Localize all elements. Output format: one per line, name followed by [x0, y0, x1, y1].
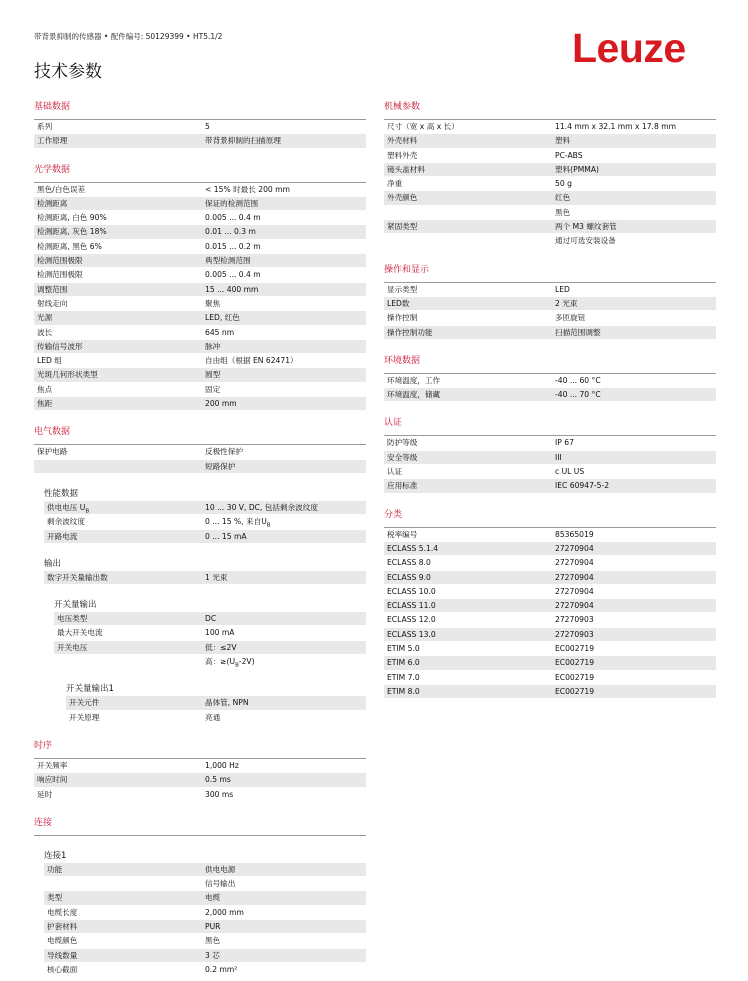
table-row	[34, 254, 366, 268]
table-row	[384, 642, 716, 656]
table-row	[384, 671, 716, 685]
row-label: 传输信号波形	[37, 341, 83, 351]
section-timing	[34, 737, 366, 814]
row-value: EC002719	[555, 672, 595, 682]
row-label: 显示类型	[387, 284, 418, 294]
row-label: 安全等级	[387, 452, 418, 462]
table-row	[34, 445, 366, 459]
row-label	[34, 460, 202, 473]
row-label: 光斑几何形状类型	[37, 370, 98, 380]
row-value: 塑料	[555, 136, 571, 146]
page-title: 技术参数	[34, 62, 102, 82]
row-value: 0.5 ms	[205, 775, 231, 785]
subsection-title: 连接1	[44, 850, 67, 861]
row-value: 保证的检测范围	[205, 198, 259, 208]
row-value: 50 g	[555, 179, 572, 189]
table-row	[384, 206, 716, 220]
row-label: 护套材料	[47, 921, 78, 931]
table-row	[44, 877, 366, 891]
table-row	[54, 626, 366, 640]
table-row	[384, 191, 716, 205]
row-value: 两个 M3 螺纹套管	[555, 222, 617, 232]
row-label: LED数	[387, 298, 410, 308]
row-value: 100 mA	[205, 628, 235, 638]
table-row	[34, 268, 366, 282]
table-row	[44, 530, 366, 544]
table-row	[34, 120, 366, 134]
row-label: 延时	[37, 789, 53, 799]
table-row	[34, 397, 366, 411]
row-value: LED	[555, 284, 570, 294]
row-value: 300 ms	[205, 789, 234, 799]
row-value: 27270903	[555, 629, 594, 639]
row-label: ECLASS 8.0	[387, 558, 431, 568]
row-value: 通过可选安装设备	[555, 236, 616, 246]
row-value: IEC 60947-5-2	[555, 481, 610, 491]
table-row	[34, 225, 366, 239]
table-row	[384, 374, 716, 388]
table-row	[66, 696, 366, 710]
row-value: 聚焦	[205, 298, 221, 308]
row-label: LED 组	[37, 356, 62, 366]
row-label: ECLASS 11.0	[387, 601, 436, 611]
table-row	[44, 934, 366, 948]
row-label: 功能	[47, 864, 63, 874]
row-value: 圆型	[205, 370, 221, 380]
row-value: 晶体管, NPN	[205, 698, 249, 708]
row-label: 净重	[387, 179, 403, 189]
row-label: 焦点	[37, 384, 53, 394]
row-value: 自由组（根据 EN 62471）	[205, 356, 298, 366]
table-row	[34, 283, 366, 297]
row-value: 0 ... 15 mA	[205, 531, 247, 541]
left-column	[34, 98, 366, 977]
section-title: 操作和显示	[384, 261, 716, 283]
section-operation	[384, 261, 716, 352]
table-row	[384, 436, 716, 450]
row-label: 应用标准	[387, 481, 418, 491]
row-value: 27270904	[555, 543, 594, 553]
table-row	[44, 920, 366, 934]
table-row	[34, 240, 366, 254]
row-label: 响应时间	[37, 775, 68, 785]
table-row	[384, 149, 716, 163]
row-label: 认证	[387, 467, 403, 477]
row-value: 多匝旋钮	[555, 313, 586, 323]
section-title: 连接	[34, 814, 366, 836]
row-label: 核心截面	[47, 964, 78, 974]
row-label	[384, 206, 552, 219]
section-title: 认证	[384, 414, 716, 436]
row-value: 27270904	[555, 572, 594, 582]
table-row	[34, 297, 366, 311]
subsection-title: 输出	[44, 558, 62, 569]
row-value: 0.005 ... 0.4 m	[205, 213, 261, 223]
row-value: 2 光束	[555, 298, 578, 308]
row-value: 供电电源	[205, 864, 236, 874]
row-label: 检测范围极限	[37, 270, 83, 280]
table-row	[34, 788, 366, 802]
row-value: c UL US	[555, 467, 585, 477]
row-label: 塑料外壳	[387, 150, 418, 160]
table-row	[44, 515, 366, 529]
row-label: 操作控制功能	[387, 327, 433, 337]
row-label: 光源	[37, 313, 53, 323]
table-row	[384, 656, 716, 670]
row-label: 镜头盖材料	[387, 164, 425, 174]
row-label	[54, 655, 202, 668]
row-value: 27270904	[555, 558, 594, 568]
row-value: -40 ... 70 °C	[555, 390, 601, 400]
row-label: 操作控制	[387, 313, 418, 323]
table-row	[384, 613, 716, 627]
row-value: 0.005 ... 0.4 m	[205, 270, 261, 280]
row-value: 2,000 mm	[205, 907, 244, 917]
table-row	[44, 891, 366, 905]
row-value: IP 67	[555, 438, 574, 448]
row-value: EC002719	[555, 686, 595, 696]
section-title: 环境数据	[384, 352, 716, 374]
row-label: 开关元件	[69, 698, 100, 708]
row-value: 27270903	[555, 615, 594, 625]
row-value: 电缆	[205, 893, 221, 903]
section-mechanical	[384, 98, 716, 261]
table-row	[54, 655, 366, 669]
row-value: III	[555, 452, 562, 462]
section-classification	[384, 506, 716, 700]
row-label: ETIM 7.0	[387, 672, 420, 682]
table-row	[384, 542, 716, 556]
row-value: 0 ... 15 %, 来自$U_B$	[205, 517, 271, 529]
table-row	[384, 388, 716, 402]
table-row	[34, 773, 366, 787]
breadcrumb: 带背景抑制的传感器 • 配件编号: 50129399 • HT5.1/2	[34, 32, 223, 41]
row-value: PC-ABS	[555, 150, 583, 160]
row-label: ETIM 6.0	[387, 658, 420, 668]
table-row	[34, 354, 366, 368]
table-row	[34, 211, 366, 225]
row-label: 尺寸（宽 x 高 x 长）	[387, 122, 459, 131]
section-title: 基础数据	[34, 98, 366, 120]
row-label: ETIM 5.0	[387, 644, 420, 654]
table-row	[384, 528, 716, 542]
row-label: 电缆颜色	[47, 936, 78, 946]
row-label: ECLASS 9.0	[387, 572, 431, 582]
section-title: 光学数据	[34, 161, 366, 183]
table-row	[34, 340, 366, 354]
row-value: 0.015 ... 0.2 m	[205, 241, 261, 251]
table-row	[54, 641, 366, 655]
table-row	[44, 906, 366, 920]
row-value: 黑色	[205, 936, 221, 946]
row-label: 开关电压	[57, 642, 88, 652]
table-row	[34, 460, 366, 474]
subsection-title: 开关量输出1	[66, 684, 114, 695]
row-value: 10 ... 30 V, DC, 包括剩余波纹度	[205, 502, 318, 512]
section-basic	[34, 98, 366, 161]
table-row	[384, 451, 716, 465]
subsection-title: 开关量输出	[54, 600, 97, 611]
table-row	[384, 326, 716, 340]
section-optical	[34, 161, 366, 424]
row-label: 电压类型	[57, 614, 88, 624]
table-row	[384, 311, 716, 325]
table-row	[384, 599, 716, 613]
row-value: 200 mm	[205, 399, 237, 409]
row-value: 黑色	[555, 207, 571, 217]
row-value: 5	[205, 122, 210, 131]
row-value: 短路保护	[205, 461, 236, 471]
row-label: 环境温度，储藏	[387, 390, 441, 400]
table-row	[384, 283, 716, 297]
row-value: 85365019	[555, 529, 594, 539]
table-row	[384, 220, 716, 234]
row-value: 红色	[555, 193, 571, 203]
row-value: 11.4 mm x 32.1 mm x 17.8 mm	[555, 122, 676, 131]
table-row	[44, 501, 366, 515]
table-row	[384, 465, 716, 479]
row-label: 防护等级	[387, 438, 418, 448]
section-environment	[384, 352, 716, 415]
row-label: 剩余波纹度	[47, 517, 85, 527]
row-label: 外壳颜色	[387, 193, 418, 203]
table-row	[44, 949, 366, 963]
row-value: 高：$\ge(U_B-2V)$	[205, 657, 255, 669]
row-label: 调整范围	[37, 284, 68, 294]
row-label: 检测距离, 黑色 6%	[37, 241, 102, 251]
row-label: 射线走向	[37, 298, 68, 308]
table-row	[34, 183, 366, 197]
row-label: 开关原理	[69, 712, 100, 722]
row-value: 带背景抑制的扫描原理	[205, 136, 281, 146]
section-title: 分类	[384, 506, 716, 528]
row-value: 0.2 mm²	[205, 964, 238, 974]
table-row	[384, 120, 716, 134]
row-value: < 15% 时最长 200 mm	[205, 184, 290, 194]
row-label: 数字开关量输出数	[47, 572, 108, 582]
row-value: 15 ... 400 mm	[205, 284, 259, 294]
row-label: 外壳材料	[387, 136, 418, 146]
table-row	[34, 759, 366, 773]
row-label: 系列	[37, 122, 53, 131]
row-value: EC002719	[555, 644, 595, 654]
row-value: 0.01 ... 0.3 m	[205, 227, 256, 237]
table-row	[44, 963, 366, 977]
row-value: 27270904	[555, 586, 594, 596]
table-row	[384, 628, 716, 642]
row-value: 反极性保护	[205, 447, 243, 457]
table-row	[384, 556, 716, 570]
row-label: ECLASS 10.0	[387, 586, 436, 596]
row-label: 工作原理	[37, 136, 68, 146]
row-value: 3 芯	[205, 950, 220, 960]
row-value: 扫描范围调整	[555, 327, 601, 337]
table-row	[384, 177, 716, 191]
table-row	[44, 863, 366, 877]
subsection-title: 性能数据	[44, 488, 79, 499]
table-row	[34, 383, 366, 397]
row-value: 塑料(PMMA)	[555, 164, 599, 174]
row-label: 检测范围极限	[37, 256, 83, 266]
row-label: ECLASS 5.1.4	[387, 543, 439, 553]
leuze-logo: Leuze	[572, 25, 686, 71]
section-certification	[384, 414, 716, 505]
row-label: 紧固类型	[387, 222, 418, 232]
row-value: 1 光束	[205, 572, 228, 582]
row-label: 检测距离, 灰色 18%	[37, 227, 107, 237]
row-value: DC	[205, 614, 217, 624]
row-label: 电缆长度	[47, 907, 78, 917]
row-label: ECLASS 13.0	[387, 629, 436, 639]
row-label: ETIM 8.0	[387, 686, 420, 696]
row-value: 亮通	[205, 712, 221, 722]
row-value: 信号输出	[205, 879, 236, 889]
row-label: 供电电压 $U_B$	[47, 502, 90, 515]
row-value: 27270904	[555, 601, 594, 611]
row-label: 导线数量	[47, 950, 78, 960]
table-row	[384, 479, 716, 493]
row-label: ECLASS 12.0	[387, 615, 436, 625]
table-row	[34, 197, 366, 211]
row-label	[384, 234, 552, 247]
section-electrical	[34, 423, 366, 737]
row-value: 固定	[205, 384, 221, 394]
row-label: 税率编号	[387, 529, 418, 539]
row-label: 检测距离	[37, 198, 68, 208]
row-value: EC002719	[555, 658, 595, 668]
row-label	[44, 877, 202, 890]
table-row	[384, 585, 716, 599]
table-row	[66, 711, 366, 725]
right-column	[384, 98, 716, 699]
section-title: 时序	[34, 737, 366, 759]
row-label: 黑色/白色误差	[37, 184, 86, 194]
section-title: 电气数据	[34, 423, 366, 445]
table-row	[34, 368, 366, 382]
row-value: -40 ... 60 °C	[555, 375, 601, 385]
row-label: 环境温度，工作	[387, 375, 441, 385]
row-label: 最大开关电流	[57, 628, 103, 638]
row-label: 开路电流	[47, 531, 78, 541]
row-value: 1,000 Hz	[205, 760, 239, 770]
table-row	[384, 297, 716, 311]
table-row	[34, 134, 366, 148]
table-row	[384, 234, 716, 248]
row-label: 焦距	[37, 399, 53, 409]
row-value: 典型检测范围	[205, 256, 251, 266]
table-row	[44, 571, 366, 585]
table-row	[384, 163, 716, 177]
row-label: 波长	[37, 327, 53, 337]
row-label: 检测距离, 白色 90%	[37, 213, 107, 223]
row-value: 低：≤2V	[205, 642, 237, 652]
row-label: 类型	[47, 893, 63, 903]
section-title: 机械参数	[384, 98, 716, 120]
row-value: LED, 红色	[205, 313, 240, 323]
table-row	[384, 685, 716, 699]
section-connection	[34, 814, 366, 977]
table-row	[54, 612, 366, 626]
row-value: 645 nm	[205, 327, 235, 337]
row-value: PUR	[205, 921, 221, 931]
row-label: 保护电路	[37, 447, 68, 457]
table-row	[34, 311, 366, 325]
table-row	[384, 571, 716, 585]
row-label: 开关频率	[37, 760, 68, 770]
row-value: 脉冲	[205, 341, 221, 351]
table-row	[384, 134, 716, 148]
table-row	[34, 326, 366, 340]
